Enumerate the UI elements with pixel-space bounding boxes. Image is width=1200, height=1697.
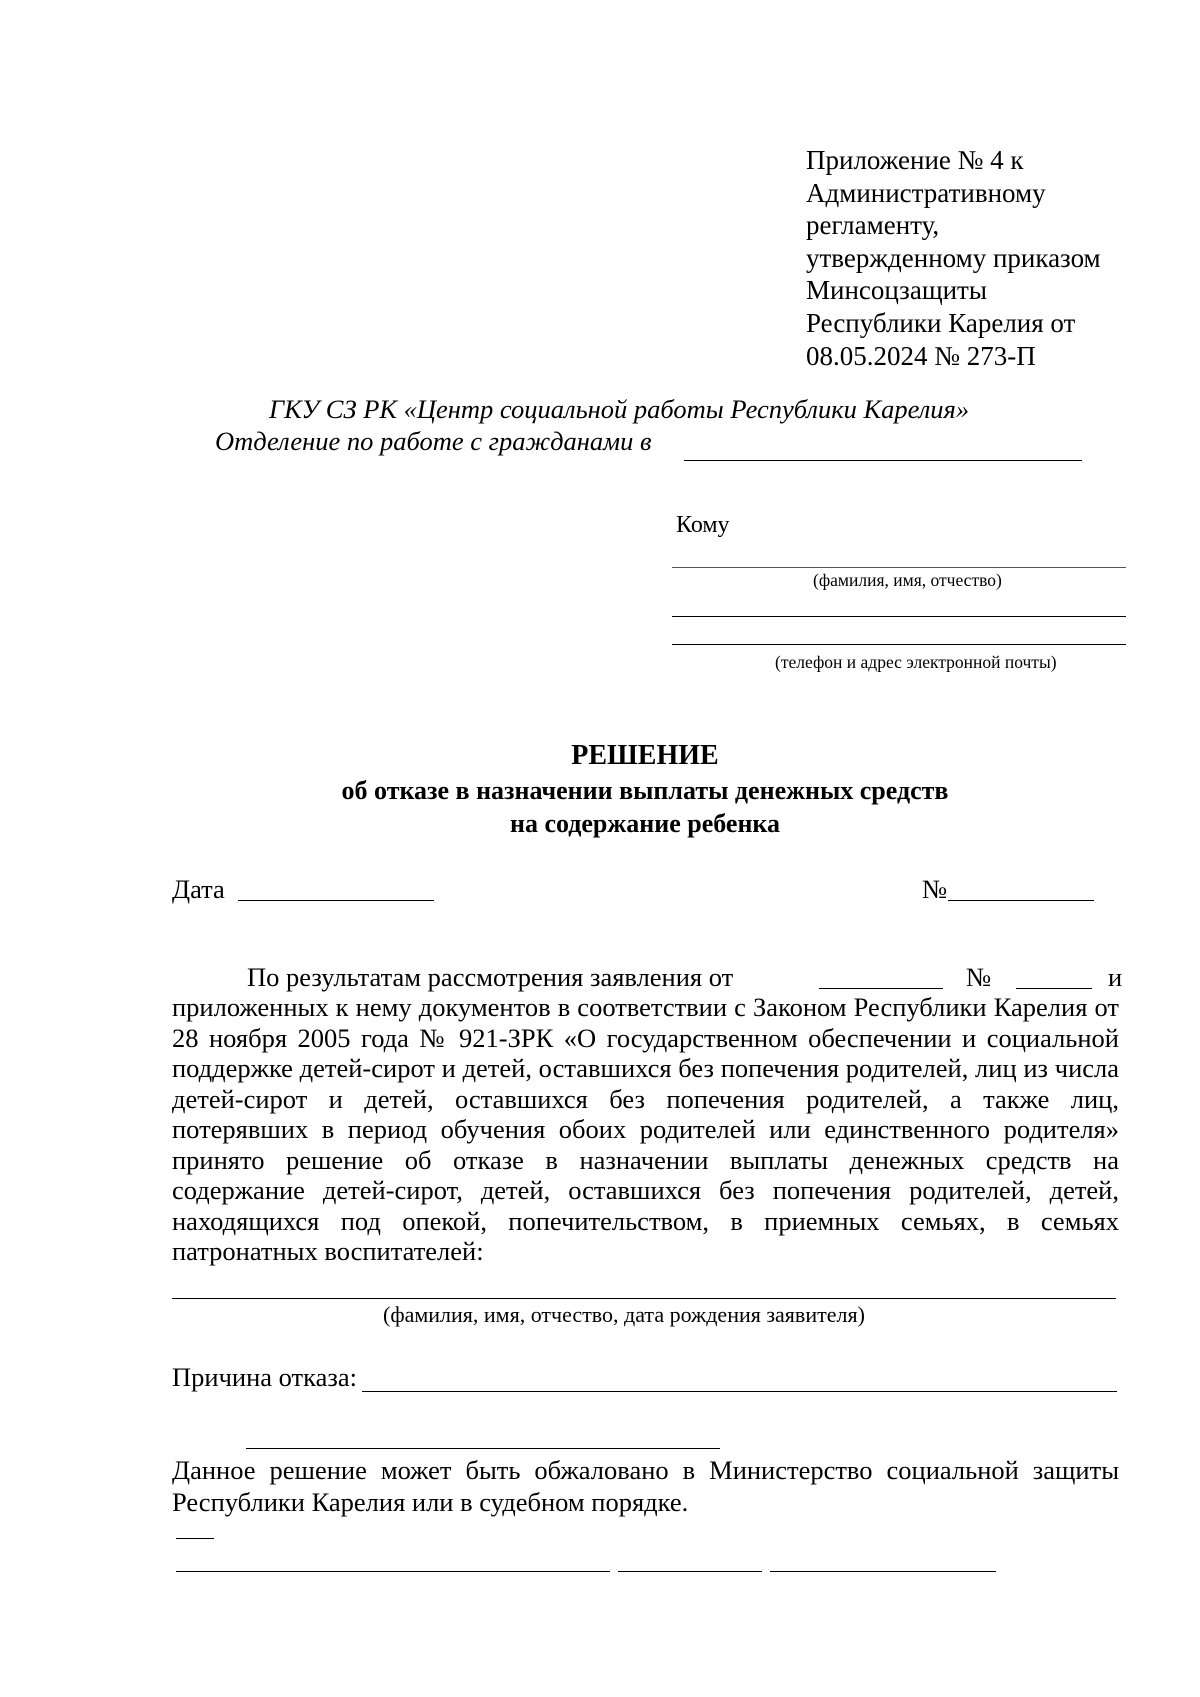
appendix-line: утвержденному приказом xyxy=(806,242,1101,273)
appendix-line: Республики Карелия от xyxy=(806,307,1076,338)
application-number-field[interactable] xyxy=(1016,988,1092,989)
body-no: № xyxy=(966,962,992,992)
refusal-reason-field[interactable] xyxy=(362,1391,1117,1392)
department-field[interactable] xyxy=(684,460,1082,461)
refusal-reason-field-2[interactable] xyxy=(246,1448,720,1449)
signature-field[interactable] xyxy=(618,1571,762,1572)
body-and: и xyxy=(1108,962,1123,992)
decision-subtitle-2: на содержание ребенка xyxy=(509,809,781,838)
decision-title: РЕШЕНИЕ xyxy=(571,740,719,771)
decision-subtitle-1: об отказе в назначении выплаты денежных средств xyxy=(341,776,949,805)
date-label: Дата xyxy=(172,874,225,904)
recipient-fio-field[interactable] xyxy=(672,567,1126,568)
recipient-contacts-hint: (телефон и адрес электронной почты) xyxy=(775,652,1057,672)
appendix-line: регламенту, xyxy=(806,210,940,241)
recipient-contacts-field[interactable] xyxy=(672,644,1126,645)
applicant-hint: (фамилия, имя, отчество, дата рождения заявителя) xyxy=(383,1302,865,1327)
appendix-line: Административному xyxy=(806,177,1046,208)
recipient-label: Кому xyxy=(676,512,730,538)
refusal-label: Причина отказа: xyxy=(172,1362,357,1392)
signature-position-field[interactable] xyxy=(176,1571,610,1572)
organization-name: ГКУ СЗ РК «Центр социальной работы Республики Карелия» xyxy=(269,394,970,424)
number-label: № xyxy=(922,874,948,904)
recipient-extra-field[interactable] xyxy=(672,616,1126,617)
date-field[interactable] xyxy=(238,900,434,901)
applicant-field[interactable] xyxy=(172,1298,1116,1299)
recipient-fio-hint: (фамилия, имя, отчество) xyxy=(813,570,1002,590)
signature-name-field[interactable] xyxy=(770,1571,996,1572)
appendix-line: Приложение № 4 к xyxy=(806,145,1024,175)
appeal-text: Данное решение может быть обжаловано в Министерство социальной защиты Республики Карелия или в судебном порядке. xyxy=(172,1455,1119,1517)
department-prefix: Отделение по работе с гражданами в xyxy=(215,426,652,456)
body-paragraph: приложенных к нему документов в соответствии с Законом Республики Карелия от 28 ноября 2005 года № 921-ЗРК «О государственном обеспечении и социальной поддержке детей-сирот и детей, оставшихся без попечения родителей, лиц из числа детей-сирот и детей, оставшихся без попечения родителей, а также лиц, потерявших в период обучения обоих родителей или единственного родителя» принято решение об отказе в назначении выплаты денежных средств на содержание детей-сирот, детей, оставшихся без попечения родителей, детей, находящихся под опекой, попечительством, в приемных семьях, в семьях патронатных воспитателей: xyxy=(172,992,1119,1266)
appendix-line: 08.05.2024 № 273-П xyxy=(806,340,1036,371)
signature-mark xyxy=(176,1538,214,1539)
number-field[interactable] xyxy=(948,900,1094,901)
appendix-line: Минсоцзащиты xyxy=(806,275,987,306)
body-start: По результатам рассмотрения заявления от xyxy=(247,962,734,992)
appendix-block xyxy=(806,144,1101,372)
application-date-field[interactable] xyxy=(819,988,943,989)
